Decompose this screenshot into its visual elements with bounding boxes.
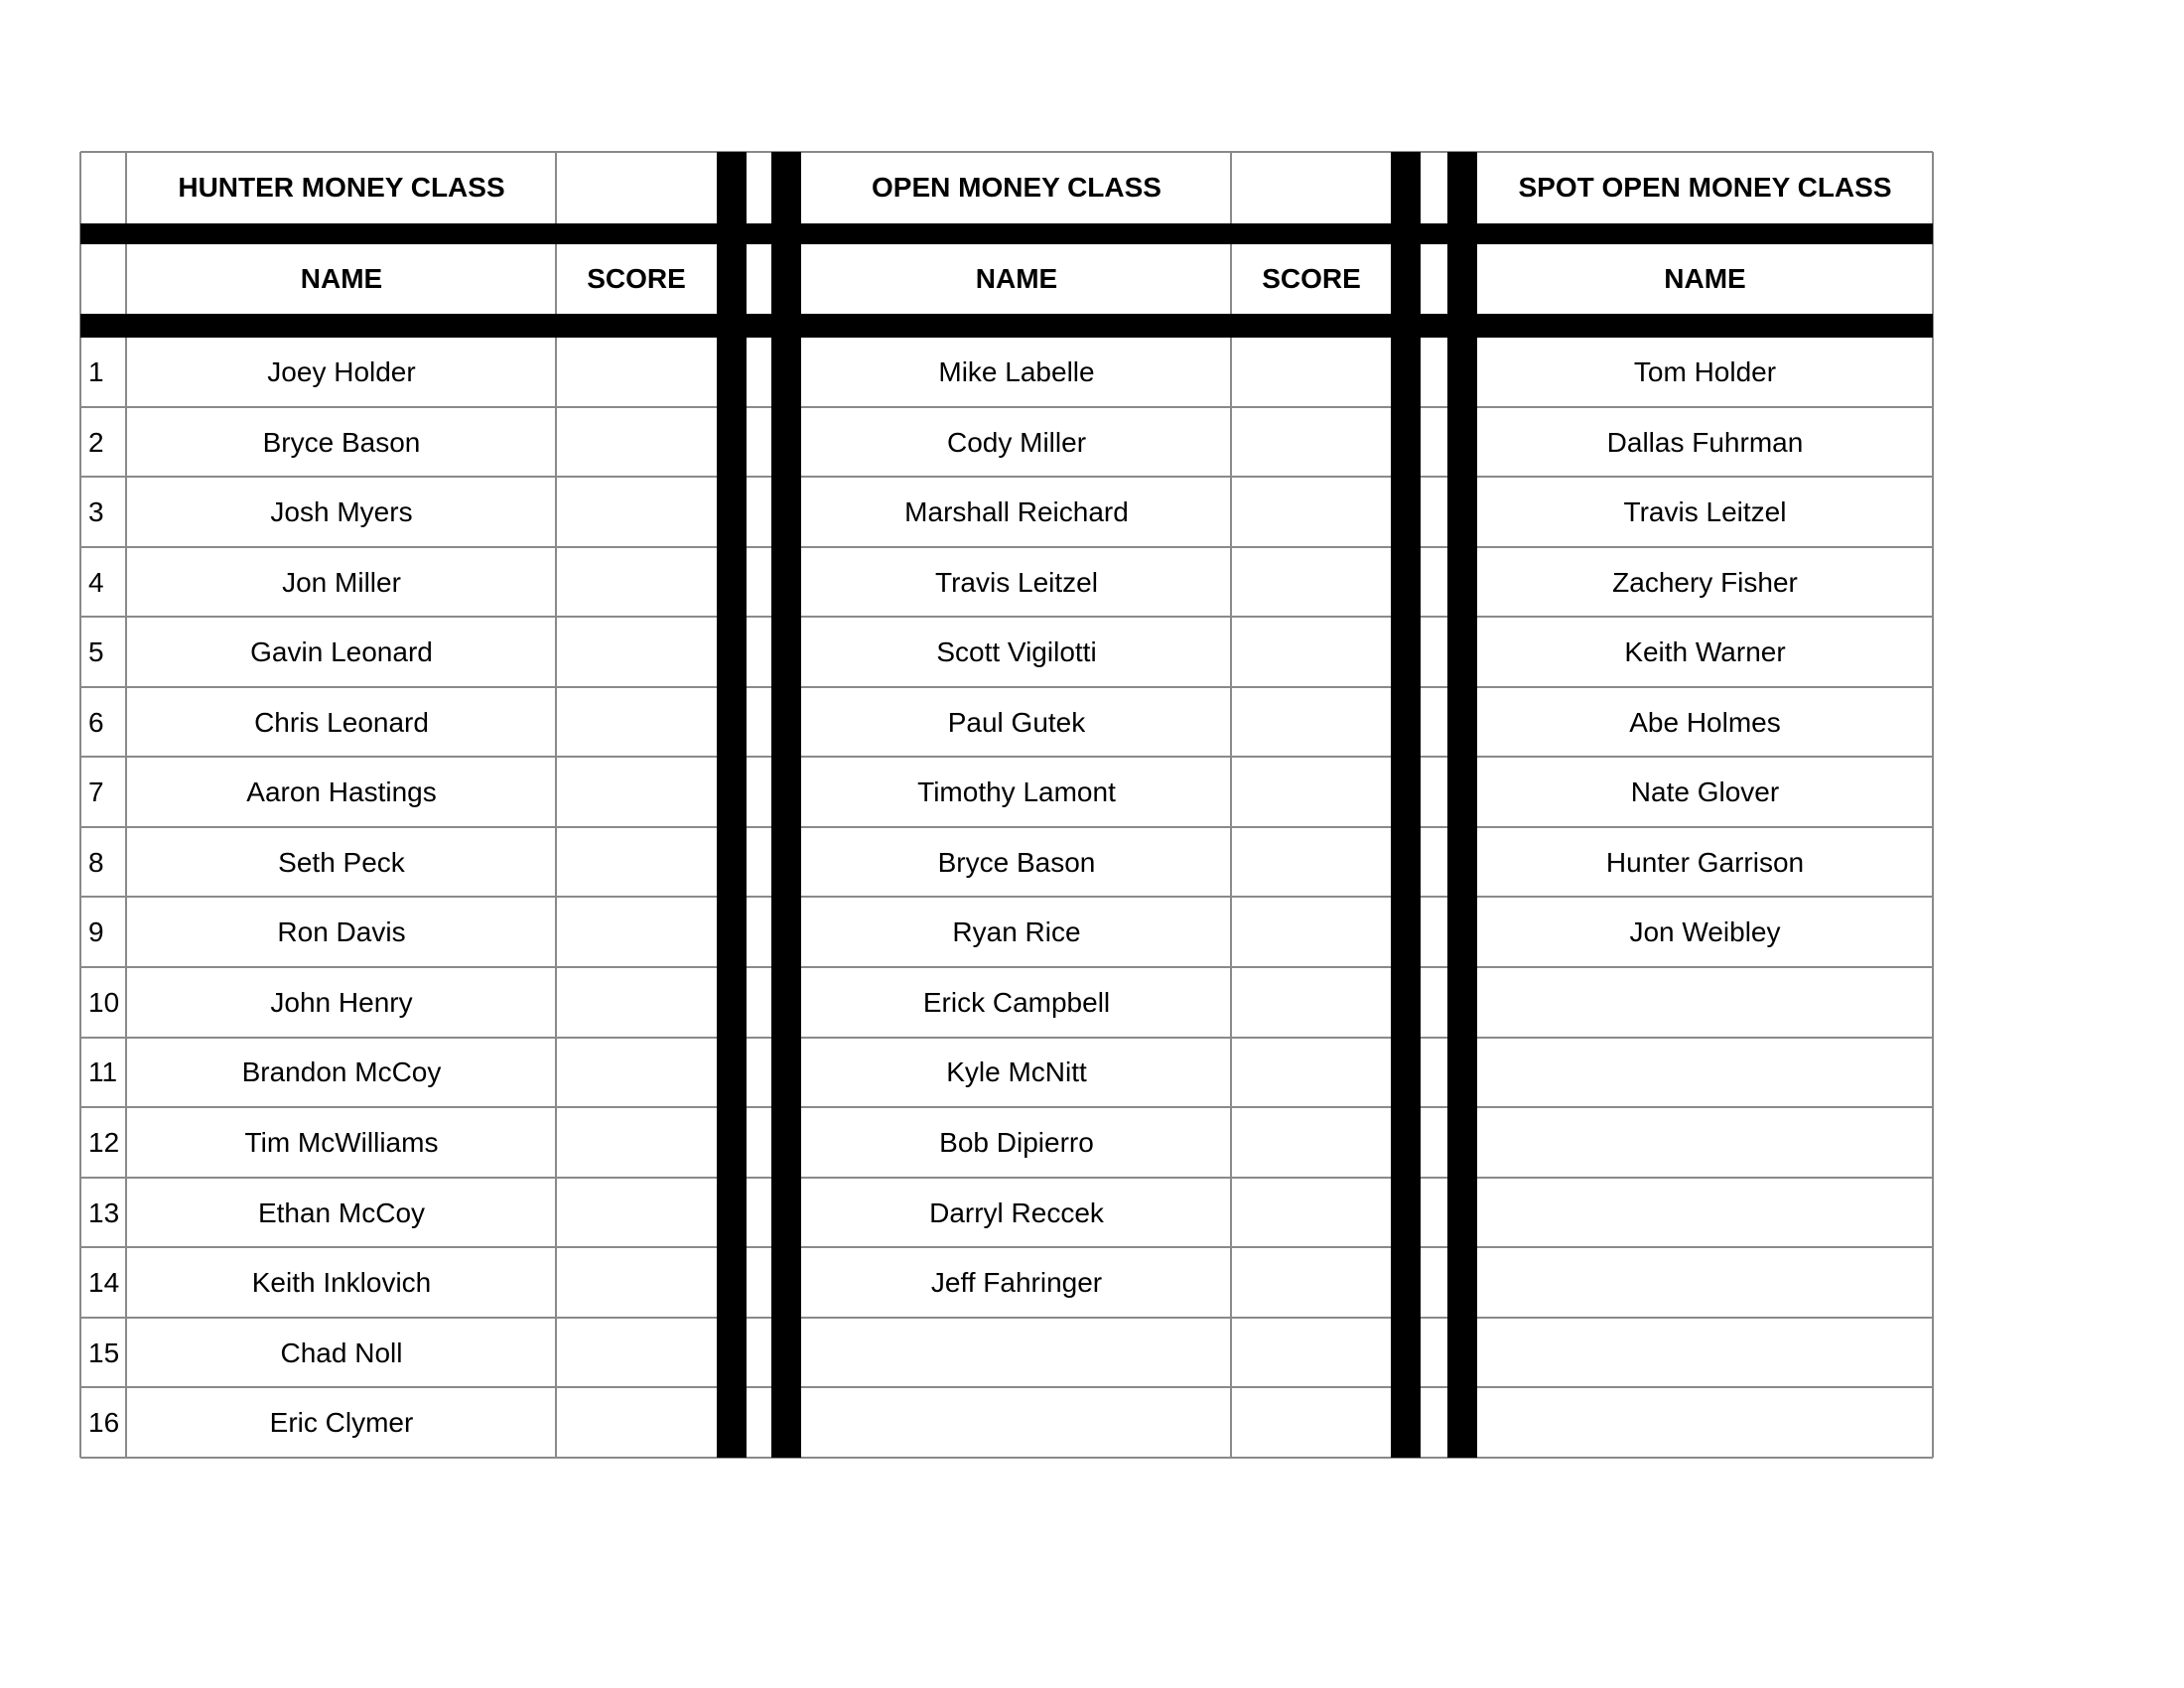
score-cell[interactable] bbox=[556, 827, 717, 898]
row-number: 14 bbox=[88, 1267, 120, 1298]
entrant-name: Josh Myers bbox=[270, 496, 413, 527]
score-cell[interactable] bbox=[1232, 898, 1391, 967]
score-cell[interactable] bbox=[556, 1248, 717, 1318]
entrant-name: Timothy Lamont bbox=[917, 776, 1116, 807]
entrant-name: Eric Clymer bbox=[269, 1407, 414, 1438]
score-cell[interactable] bbox=[1232, 547, 1391, 618]
entrant-name: Paul Gutek bbox=[947, 706, 1086, 738]
entrant-name: Travis Leitzel bbox=[1623, 496, 1787, 527]
entrant-name: Jon Miller bbox=[282, 566, 401, 598]
entrant-name bbox=[1477, 1388, 1933, 1458]
entrant-name: Jeff Fahringer bbox=[930, 1267, 1103, 1298]
entrant-name bbox=[1477, 1318, 1933, 1388]
score-cell[interactable] bbox=[556, 1038, 717, 1107]
entrant-name: Cody Miller bbox=[946, 426, 1087, 458]
name-column-header: NAME bbox=[975, 263, 1058, 294]
row-number: 11 bbox=[88, 1056, 118, 1087]
entrant-name: Abe Holmes bbox=[1629, 706, 1781, 738]
section-title: OPEN MONEY CLASS bbox=[872, 172, 1161, 203]
name-column-header: NAME bbox=[300, 263, 383, 294]
name-column-header: NAME bbox=[1664, 263, 1746, 294]
row-number: 7 bbox=[88, 776, 104, 807]
score-cell[interactable] bbox=[1232, 618, 1391, 687]
score-cell[interactable] bbox=[1232, 1248, 1391, 1318]
header-separator-bar bbox=[80, 314, 1933, 338]
row-number: 8 bbox=[88, 846, 104, 878]
entrant-name: Travis Leitzel bbox=[935, 566, 1098, 598]
score-cell[interactable] bbox=[556, 1318, 717, 1388]
row-number: 9 bbox=[88, 916, 104, 947]
entrant-name bbox=[1477, 1248, 1933, 1318]
row-number: 2 bbox=[88, 426, 104, 458]
entrant-name: Scott Vigilotti bbox=[936, 636, 1097, 667]
entrant-name bbox=[1477, 1107, 1933, 1178]
section-title: HUNTER MONEY CLASS bbox=[178, 172, 505, 203]
score-cell[interactable] bbox=[1232, 1318, 1391, 1388]
row-number: 1 bbox=[88, 356, 104, 387]
row-number: 16 bbox=[88, 1407, 120, 1438]
score-cell[interactable] bbox=[556, 407, 717, 478]
entrant-name: Kyle McNitt bbox=[946, 1056, 1087, 1087]
score-cell[interactable] bbox=[1232, 758, 1391, 827]
score-cell[interactable] bbox=[1232, 827, 1391, 898]
entrant-name: Gavin Leonard bbox=[250, 636, 433, 667]
entrant-name: Chris Leonard bbox=[254, 706, 429, 738]
entrant-name: Jon Weibley bbox=[1629, 916, 1781, 947]
score-cell[interactable] bbox=[1232, 478, 1391, 547]
score-cell[interactable] bbox=[556, 1178, 717, 1248]
row-number: 13 bbox=[88, 1196, 120, 1228]
score-cell[interactable] bbox=[556, 338, 717, 407]
entrant-name bbox=[801, 1388, 1232, 1458]
section-title: SPOT OPEN MONEY CLASS bbox=[1518, 172, 1892, 203]
score-cell[interactable] bbox=[1232, 1178, 1391, 1248]
entrant-name: Bryce Bason bbox=[262, 426, 421, 458]
score-cell[interactable] bbox=[556, 758, 717, 827]
entrant-name: Zachery Fisher bbox=[1612, 566, 1798, 598]
entrant-name: Joey Holder bbox=[267, 356, 416, 387]
entrant-name bbox=[1477, 967, 1933, 1038]
entrant-name: Tom Holder bbox=[1633, 356, 1777, 387]
entrant-name: Darryl Reccek bbox=[929, 1196, 1104, 1228]
row-number: 12 bbox=[88, 1126, 120, 1158]
score-cell[interactable] bbox=[1232, 1107, 1391, 1178]
entrant-name: Brandon McCoy bbox=[241, 1056, 442, 1087]
entrant-name: Keith Warner bbox=[1624, 636, 1786, 667]
score-cell[interactable] bbox=[1232, 338, 1391, 407]
score-cell[interactable] bbox=[556, 967, 717, 1038]
entrant-name: Ryan Rice bbox=[952, 916, 1081, 947]
score-cell[interactable] bbox=[556, 1388, 717, 1458]
entrant-name bbox=[1477, 1178, 1933, 1248]
score-cell[interactable] bbox=[556, 687, 717, 758]
score-cell[interactable] bbox=[556, 618, 717, 687]
section-divider-bar bbox=[771, 152, 801, 1458]
entrant-name: Keith Inklovich bbox=[251, 1267, 432, 1298]
score-column-header: SCORE bbox=[1262, 263, 1361, 294]
section-divider-bar bbox=[1391, 152, 1421, 1458]
row-number: 3 bbox=[88, 496, 104, 527]
row-number: 6 bbox=[88, 706, 104, 738]
entrant-name: Bob Dipierro bbox=[939, 1126, 1094, 1158]
header-separator-bar bbox=[80, 223, 1933, 244]
entrant-name: Mike Labelle bbox=[938, 356, 1095, 387]
entrant-name: Erick Campbell bbox=[922, 986, 1111, 1018]
entrant-name: Dallas Fuhrman bbox=[1606, 426, 1804, 458]
entrant-name: Aaron Hastings bbox=[246, 776, 437, 807]
entrant-name: John Henry bbox=[270, 986, 413, 1018]
score-cell[interactable] bbox=[1232, 407, 1391, 478]
section-divider-bar bbox=[1447, 152, 1477, 1458]
score-cell[interactable] bbox=[1232, 967, 1391, 1038]
entrant-name: Hunter Garrison bbox=[1605, 846, 1805, 878]
row-number: 15 bbox=[88, 1336, 120, 1368]
row-number: 5 bbox=[88, 636, 104, 667]
row-number: 10 bbox=[88, 986, 120, 1018]
entrant-name bbox=[1477, 1038, 1933, 1107]
score-cell[interactable] bbox=[556, 478, 717, 547]
score-cell[interactable] bbox=[556, 898, 717, 967]
entrant-name: Ethan McCoy bbox=[257, 1196, 426, 1228]
score-column-header: SCORE bbox=[587, 263, 686, 294]
entrant-name: Marshall Reichard bbox=[904, 496, 1129, 527]
entrant-name: Bryce Bason bbox=[937, 846, 1096, 878]
score-cell[interactable] bbox=[556, 547, 717, 618]
score-cell[interactable] bbox=[1232, 687, 1391, 758]
score-cell[interactable] bbox=[556, 1107, 717, 1178]
score-cell[interactable] bbox=[1232, 1388, 1391, 1458]
entrant-name: Chad Noll bbox=[280, 1336, 403, 1368]
row-number: 4 bbox=[88, 566, 104, 598]
entrant-name: Nate Glover bbox=[1630, 776, 1780, 807]
score-cell[interactable] bbox=[1232, 1038, 1391, 1107]
entrant-name bbox=[801, 1318, 1232, 1388]
section-divider-bar bbox=[717, 152, 747, 1458]
entrant-name: Ron Davis bbox=[277, 916, 406, 947]
entrant-name: Seth Peck bbox=[278, 846, 405, 878]
entrant-name: Tim McWilliams bbox=[244, 1126, 439, 1158]
